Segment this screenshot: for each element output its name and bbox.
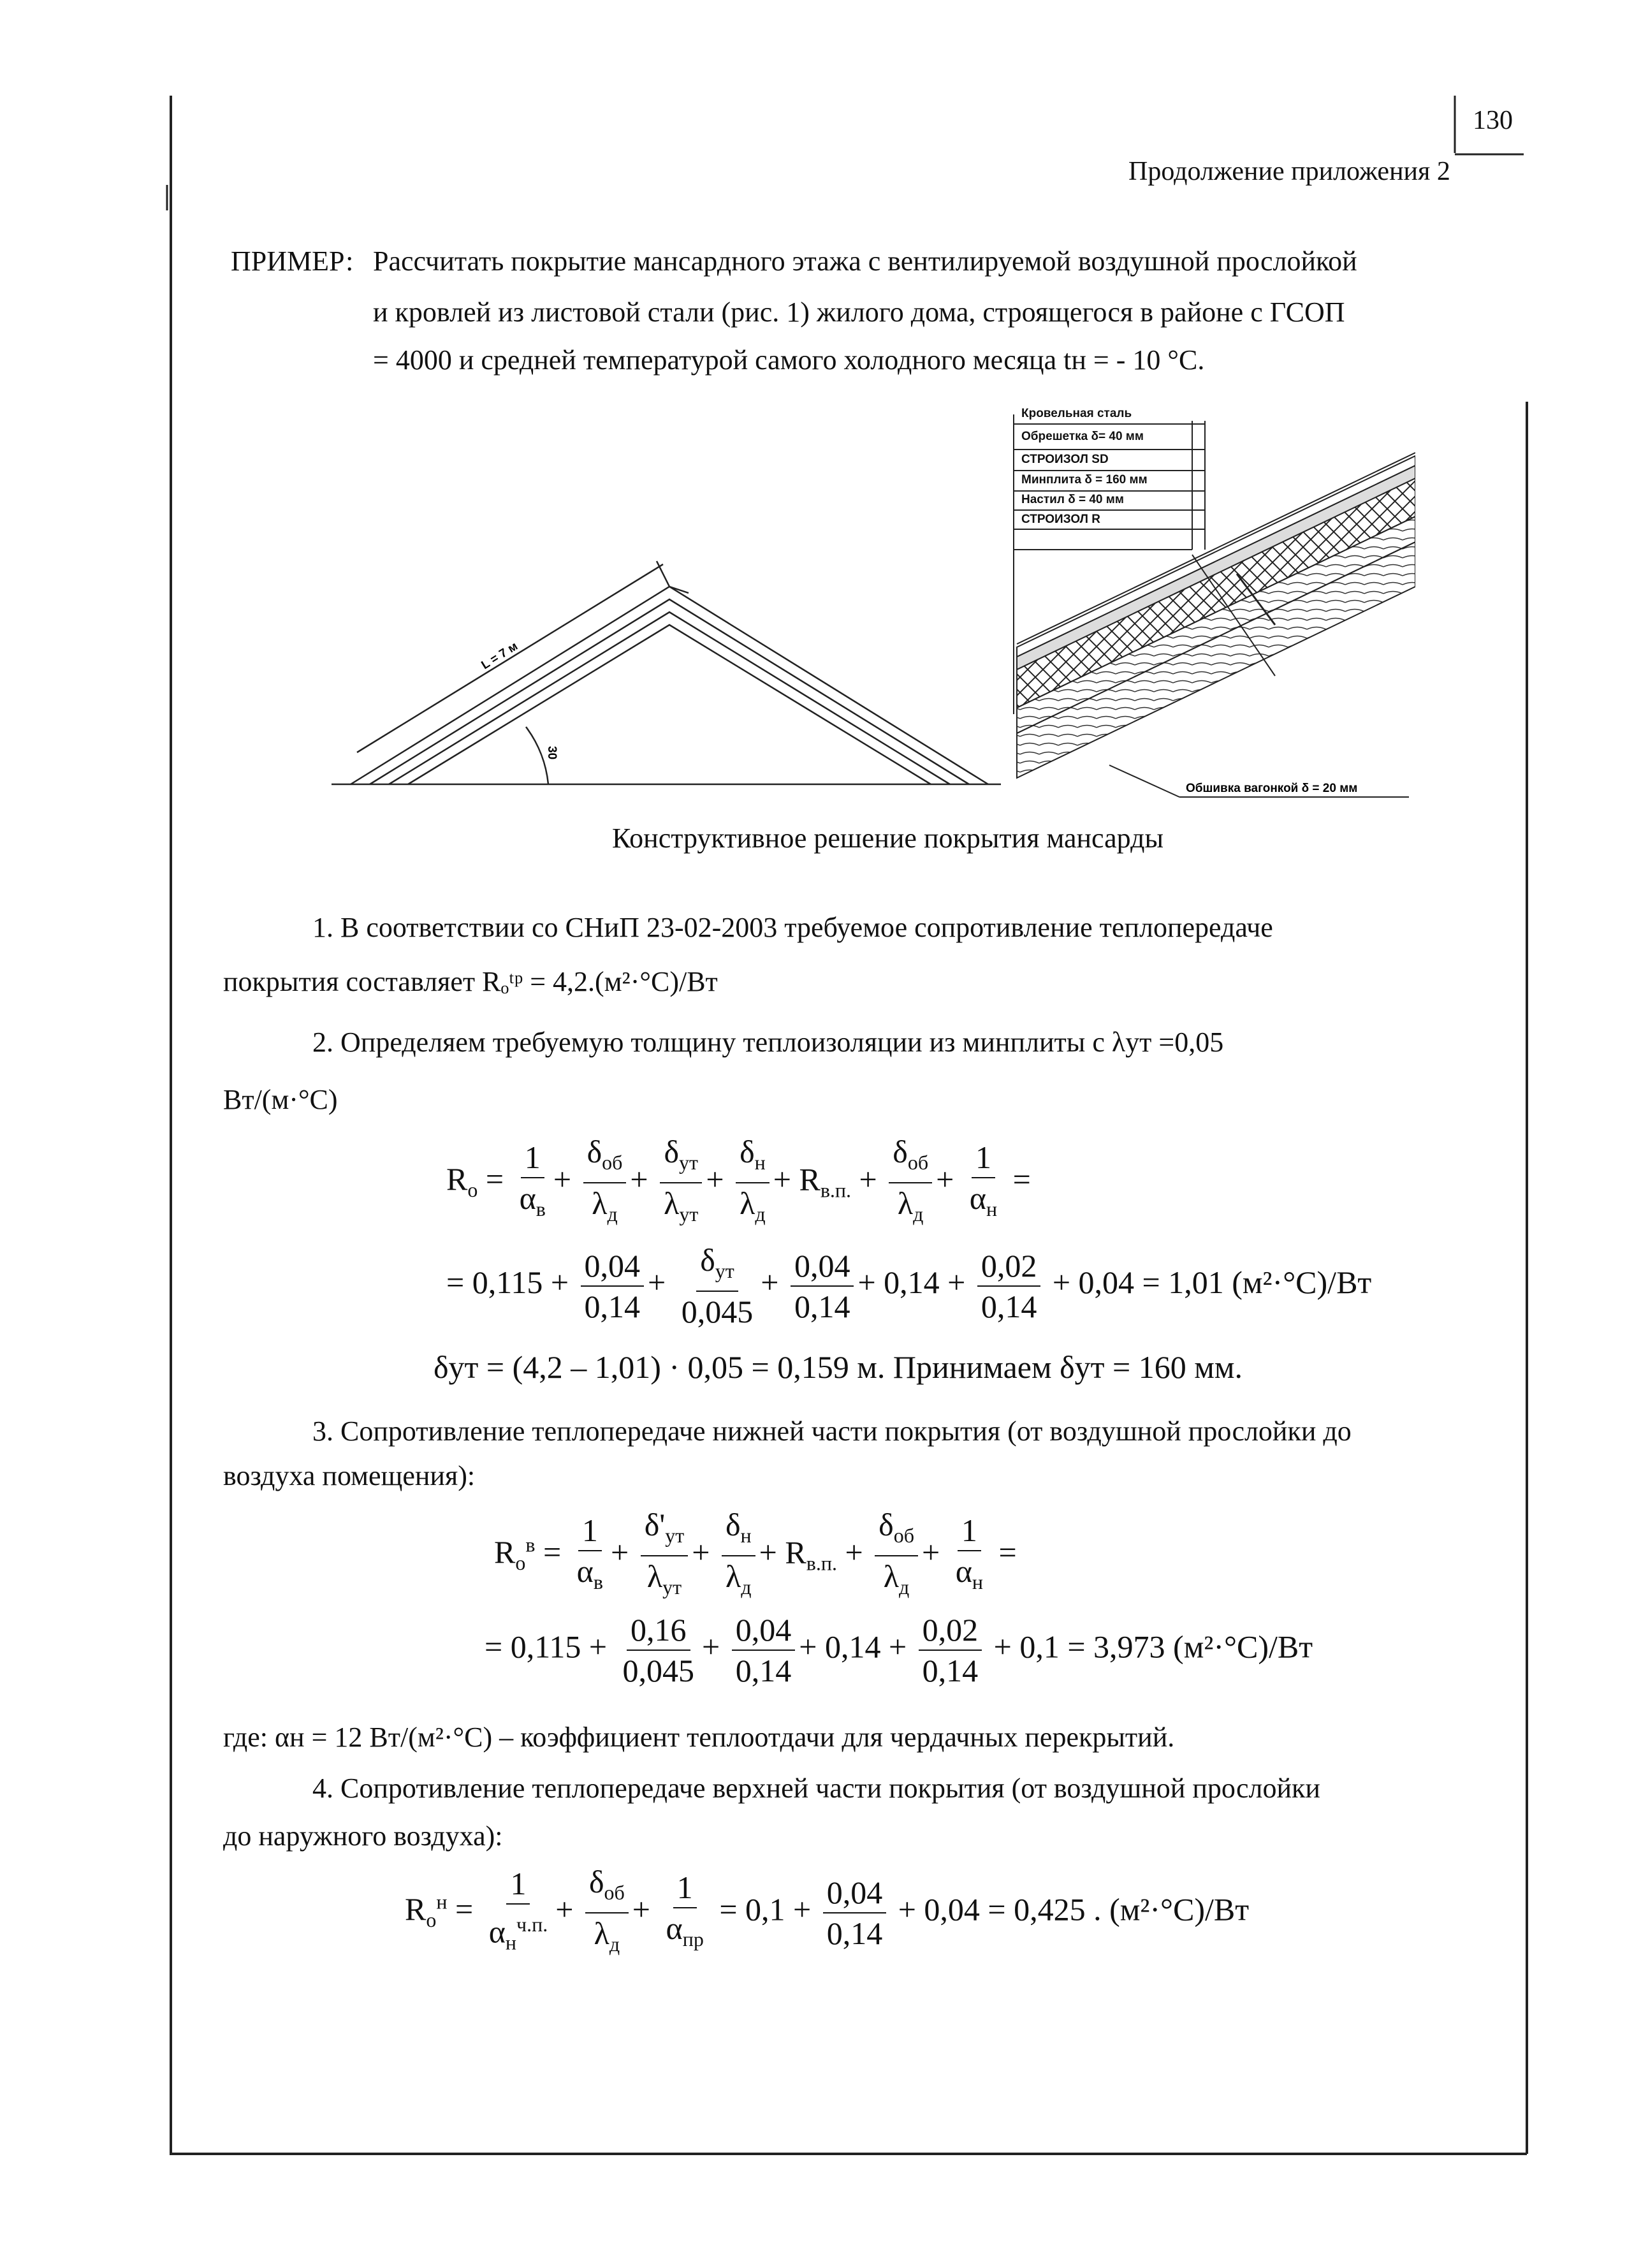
example-line-2: и кровлей из листовой стали (рис. 1) жилого дома, строящегося в районе с ГСОП [373, 296, 1345, 328]
page-header: Продолжение приложения 2 [1128, 157, 1450, 186]
layer-label-5: Настил δ = 40 мм [1021, 493, 1124, 506]
layer-label-6: СТРОИЗОЛ R [1021, 513, 1101, 526]
angle-label: 30 [545, 746, 558, 760]
step4-line-2: до наружного воздуха): [223, 1820, 503, 1852]
example-label: ПРИМЕР: [231, 245, 354, 277]
example-line-1: Рассчитать покрытие мансардного этажа с вентилируемой воздушной прослойкой [373, 245, 1357, 277]
step1-line-1: 1. В соответствии со СНиП 23-02-2003 требуемое сопротивление теплопередаче [312, 912, 1273, 943]
step2-line-2: Вт/(м·°С) [223, 1084, 338, 1115]
equation-ro-values: = 0,115 + $\frac{0,04}{0,14}$ + $\frac{\delta_{ут}}{0,045}$ + $\frac{0,04}{0,14}$ + 0,14 + $\frac{0,02}{0,14}$ + 0,04 = 1,01 (м²·°С)/Вт [446, 1240, 1371, 1331]
equation-ron: $R_o^н$ = $\frac{1}{\alpha_н^{ч.п.}}$ + $\frac{\delta_{об}}{\lambda_д}$ + $\frac{1}{\alpha_{пр}}$ = 0,1 + $\frac{0,04}{0,14}$ + 0,04 = 0,425 . (м²·°С)/Вт [405, 1862, 1249, 1964]
gable-outline [332, 561, 1001, 784]
step4-line-1: 4. Сопротивление теплопередаче верхней части покрытия (от воздушной прослойки [312, 1773, 1320, 1804]
layer-label-3: СТРОИЗОЛ SD [1021, 453, 1109, 466]
page-number: 130 [1473, 106, 1513, 135]
layer-label-1: Кровельная сталь [1021, 407, 1132, 420]
equation-delta: δут = (4,2 – 1,01) · 0,05 = 0,159 м. Принимаем δут = 160 мм. [434, 1349, 1243, 1385]
step3-line-2: воздуха помещения): [223, 1460, 476, 1491]
equation-rov-values: = 0,115 + $\frac{0,16}{0,045}$ + $\frac{0,04}{0,14}$ + 0,14 + $\frac{0,02}{0,14}$ + 0,1 = 3,973 (м²·°С)/Вт [485, 1610, 1313, 1690]
step2-line-1: 2. Определяем требуемую толщину теплоизоляции из минплиты с λут =0,05 [312, 1027, 1224, 1058]
roof-figure [332, 402, 1415, 816]
step3-where: где: αн = 12 Вт/(м²·°С) – коэффициент теплоотдачи для чердачных перекрытий. [223, 1722, 1175, 1753]
step1-line-2: покрытия составляет Rₒᵗᵖ = 4,2.(м²·°С)/Вт [223, 966, 718, 997]
equation-rov: $R_o^в$ = $\frac{1}{\alpha_в}$ + $\frac{\delta'_{ут}}{\lambda_{ут}}$ + $\frac{\delta_н}{\lambda_д}$ + $R_{в.п.}$ + $\frac{\delta_{об}}{\lambda_д}$ + $\frac{1}{\alpha_н}$ = [494, 1505, 1017, 1607]
layer-label-2: Обрешетка δ= 40 мм [1021, 430, 1144, 443]
length-label: L = 7 м [479, 640, 520, 673]
example-line-3: = 4000 и средней температурой самого холодного месяца tн = - 10 °С. [373, 344, 1205, 376]
roof-section-drawing [332, 402, 1415, 816]
layer-label-4: Минплита δ = 160 мм [1021, 473, 1148, 487]
figure-caption: Конструктивное решение покрытия мансарды [612, 823, 1164, 854]
step3-line-1: 3. Сопротивление теплопередаче нижней части покрытия (от воздушной прослойки до [312, 1416, 1352, 1447]
bottom-layer-label: Обшивка вагонкой δ = 20 мм [1186, 782, 1358, 795]
equation-ro: $R_o$ = $\frac{1}{\alpha_в}$ + $\frac{\delta_{об}}{\lambda_д}$ + $\frac{\delta_{ут}}{\lambda_{ут}}$ + $\frac{\delta_н}{\lambda_д}$ + $R_{в.п.}$ + $\frac{\delta_{об}}{\lambda_д}$ + $\frac{1}{\alpha_н}$ = [446, 1132, 1031, 1234]
